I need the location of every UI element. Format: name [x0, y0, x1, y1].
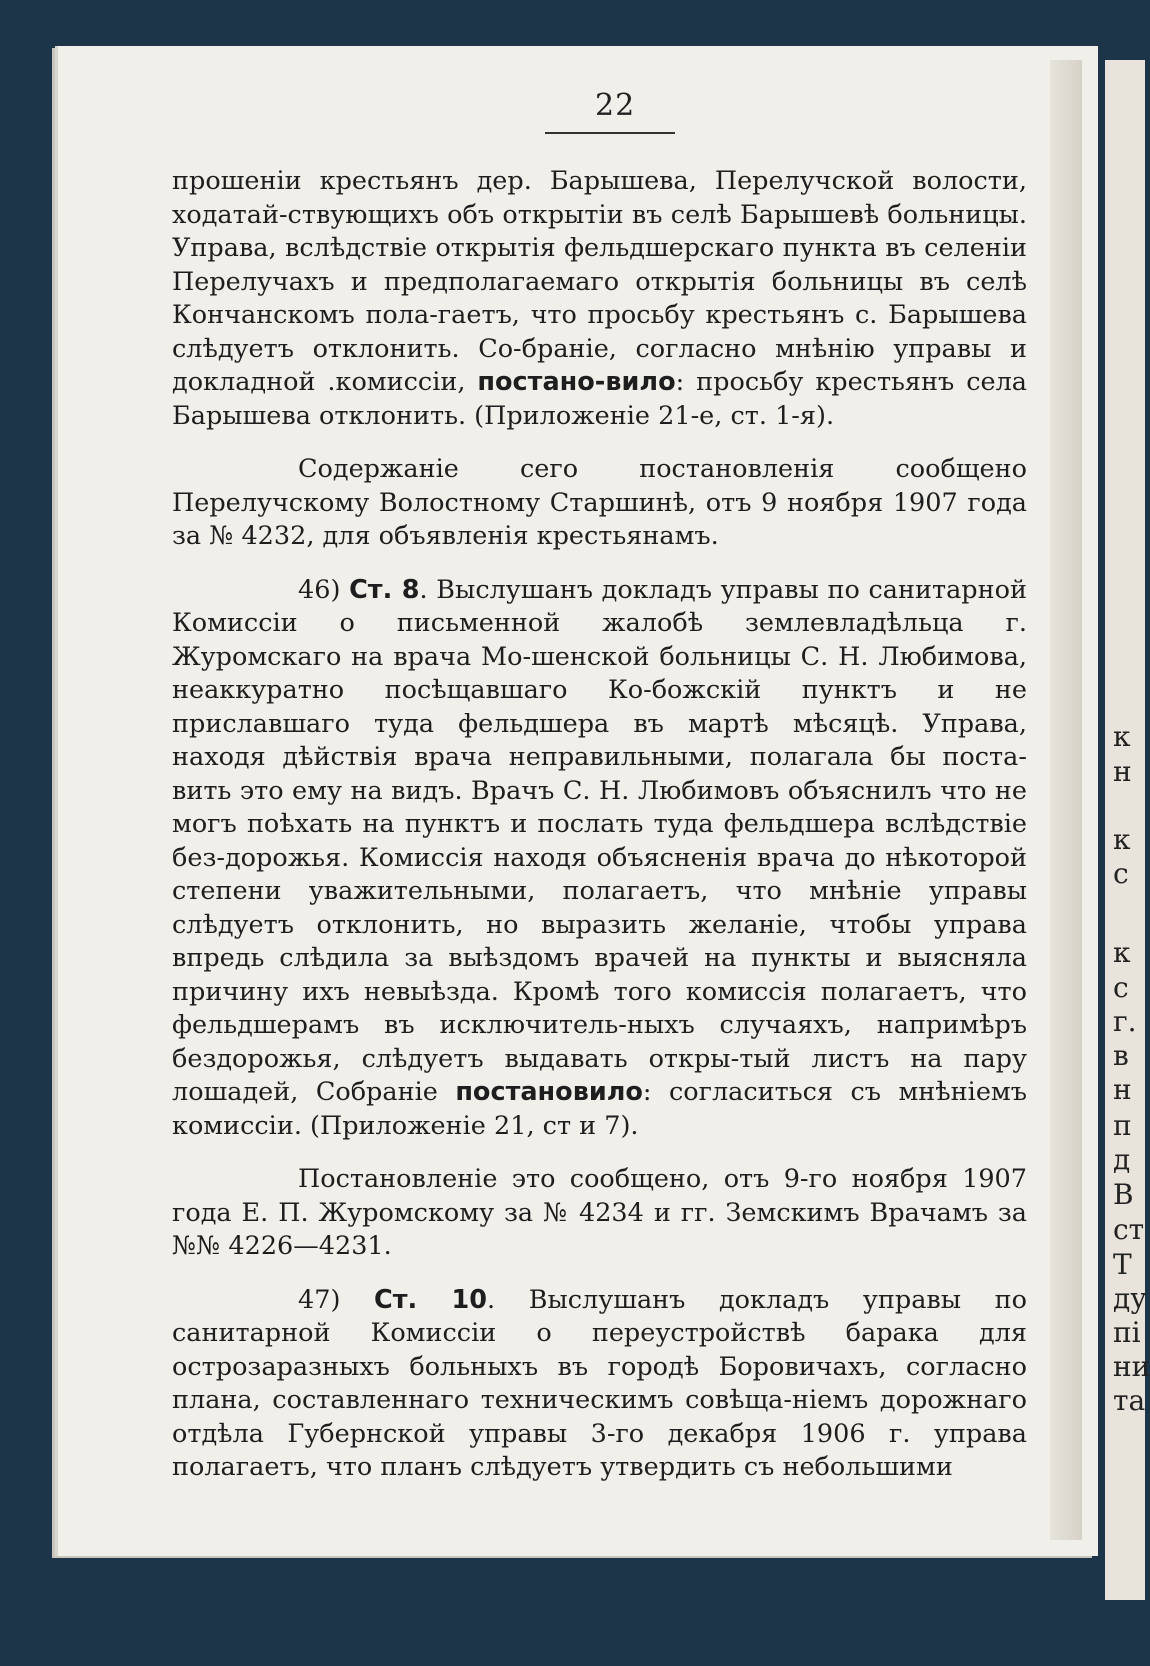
margin-letter: г. — [1113, 1005, 1137, 1038]
paragraph-notification-1 — [172, 453, 1027, 554]
margin-letter: д — [1113, 1143, 1131, 1176]
margin-letter: к — [1113, 936, 1131, 969]
margin-letter: п — [1113, 1109, 1132, 1142]
margin-letter: та — [1113, 1384, 1146, 1417]
paragraph-item-46 — [172, 574, 1027, 1144]
text-run: : согласиться съ мнѣнiемъ комиссiи. (Приложенiе 21, ст и 7). — [172, 1077, 1027, 1141]
margin-letter: с — [1113, 857, 1129, 890]
margin-letter: Т — [1113, 1248, 1132, 1281]
margin-letter: н — [1113, 1073, 1132, 1106]
text-run: Постановленiе это сообщено, отъ 9-го ноября 1907 года Е. П. Журомскому за № 4234 и гг. Земскимъ Врачамъ за №№ 4226—4231. — [172, 1164, 1027, 1261]
margin-letter: н — [1113, 755, 1132, 788]
paragraph-item-47 — [172, 1284, 1027, 1485]
margin-letter: ни — [1113, 1350, 1150, 1383]
margin-letter: ст — [1113, 1213, 1145, 1246]
page-body — [172, 165, 1027, 1485]
margin-letter: В — [1113, 1178, 1134, 1211]
text-run: : просьбу крестьянъ села Барышева отклонить. (Приложенiе 21-е, ст. 1-я). — [172, 367, 1027, 431]
paragraph-petition — [172, 165, 1027, 433]
bold-term: Ст. 8 — [349, 574, 420, 605]
page-number: 22 — [595, 88, 636, 123]
header-rule — [545, 132, 675, 134]
page-edge — [1050, 60, 1082, 1540]
margin-letter: к — [1113, 720, 1131, 753]
bold-term: постановило — [455, 1077, 643, 1107]
text-run: 47) — [298, 1284, 374, 1315]
margin-letter: с — [1113, 971, 1129, 1004]
margin-letter: к — [1113, 823, 1131, 856]
margin-letter: ду — [1113, 1282, 1147, 1315]
paragraph-notification-2 — [172, 1163, 1027, 1264]
text-run: . Выслушанъ докладъ управы по санитарной Комиссiи о письменной жалобѣ землевладѣльца г. Журомскаго на врача Мо-шенской больницы С. Н. Любимова, неаккуратно посѣщавшаго Ко-божскiй пунктъ и не приславшаго туда фельдшера въ мартѣ мѣсяцѣ. Управа, находя дѣйствiя врача неправильными, полагала бы поста-вить это ему на видъ. Врачъ С. Н. Любимовъ объяснилъ что не могъ поѣхать на пунктъ и послать туда фельдшера вслѣдствiе без-дорожья. Комиссiя находя объясненiя врача до нѣкоторой степени уважительными, полагаетъ, что мнѣнiе управы слѣдуетъ отклонить, но выразить желанiе, чтобы управа впредь слѣдила за выѣздомъ врачей на пункты и выясняла причину ихъ невыѣзда. Кромѣ того комиссiя полагаетъ, что фельдшерамъ въ исключитель-ныхъ случаяхъ, напримѣръ бездорожья, слѣдуетъ выдавать откры-тый листъ на пару лошадей, Собранiе — [172, 574, 1027, 1107]
margin-letter: пі — [1113, 1316, 1141, 1349]
text-run: Содержанiе сего постановленiя сообщено Перелучскому Волостному Старшинѣ, отъ 9 ноября 1907 года за № 4232, для объявленiя крестьянамъ. — [172, 454, 1027, 551]
adjacent-page-margin — [1105, 60, 1150, 1600]
text-run: 46) — [298, 574, 350, 605]
bold-term: постано-вило — [477, 367, 676, 397]
text-run: прошенiи крестьянъ дер. Барышева, Перелучской волости, ходатай-ствующихъ объ открытiи въ селѣ Барышевѣ больницы. Управа, вслѣдствiе открытiя фельдшерскаго пункта въ селенiи Перелучахъ и предполагаемаго открытiя больницы въ селѣ Кончанскомъ пола-гаетъ, что просьбу крестьянъ с. Барышева слѣдуетъ отклонить. Со-бранiе, согласно мнѣнiю управы и докладной .комиссiи, — [172, 166, 1027, 397]
bold-term: Ст. 10 — [374, 1284, 488, 1315]
text-run: . Выслушанъ докладъ управы по санитарной Комиссiи о переустройствѣ барака для острозаразныхъ больныхъ въ городѣ Боровичахъ, согласно плана, составленнаго техническимъ совѣща-нiемъ дорожнаго отдѣла Губернской управы 3-го декабря 1906 г. управа полагаетъ, что планъ слѣдуетъ утвердить съ небольшими — [172, 1284, 1027, 1482]
margin-letter: в — [1113, 1039, 1129, 1072]
